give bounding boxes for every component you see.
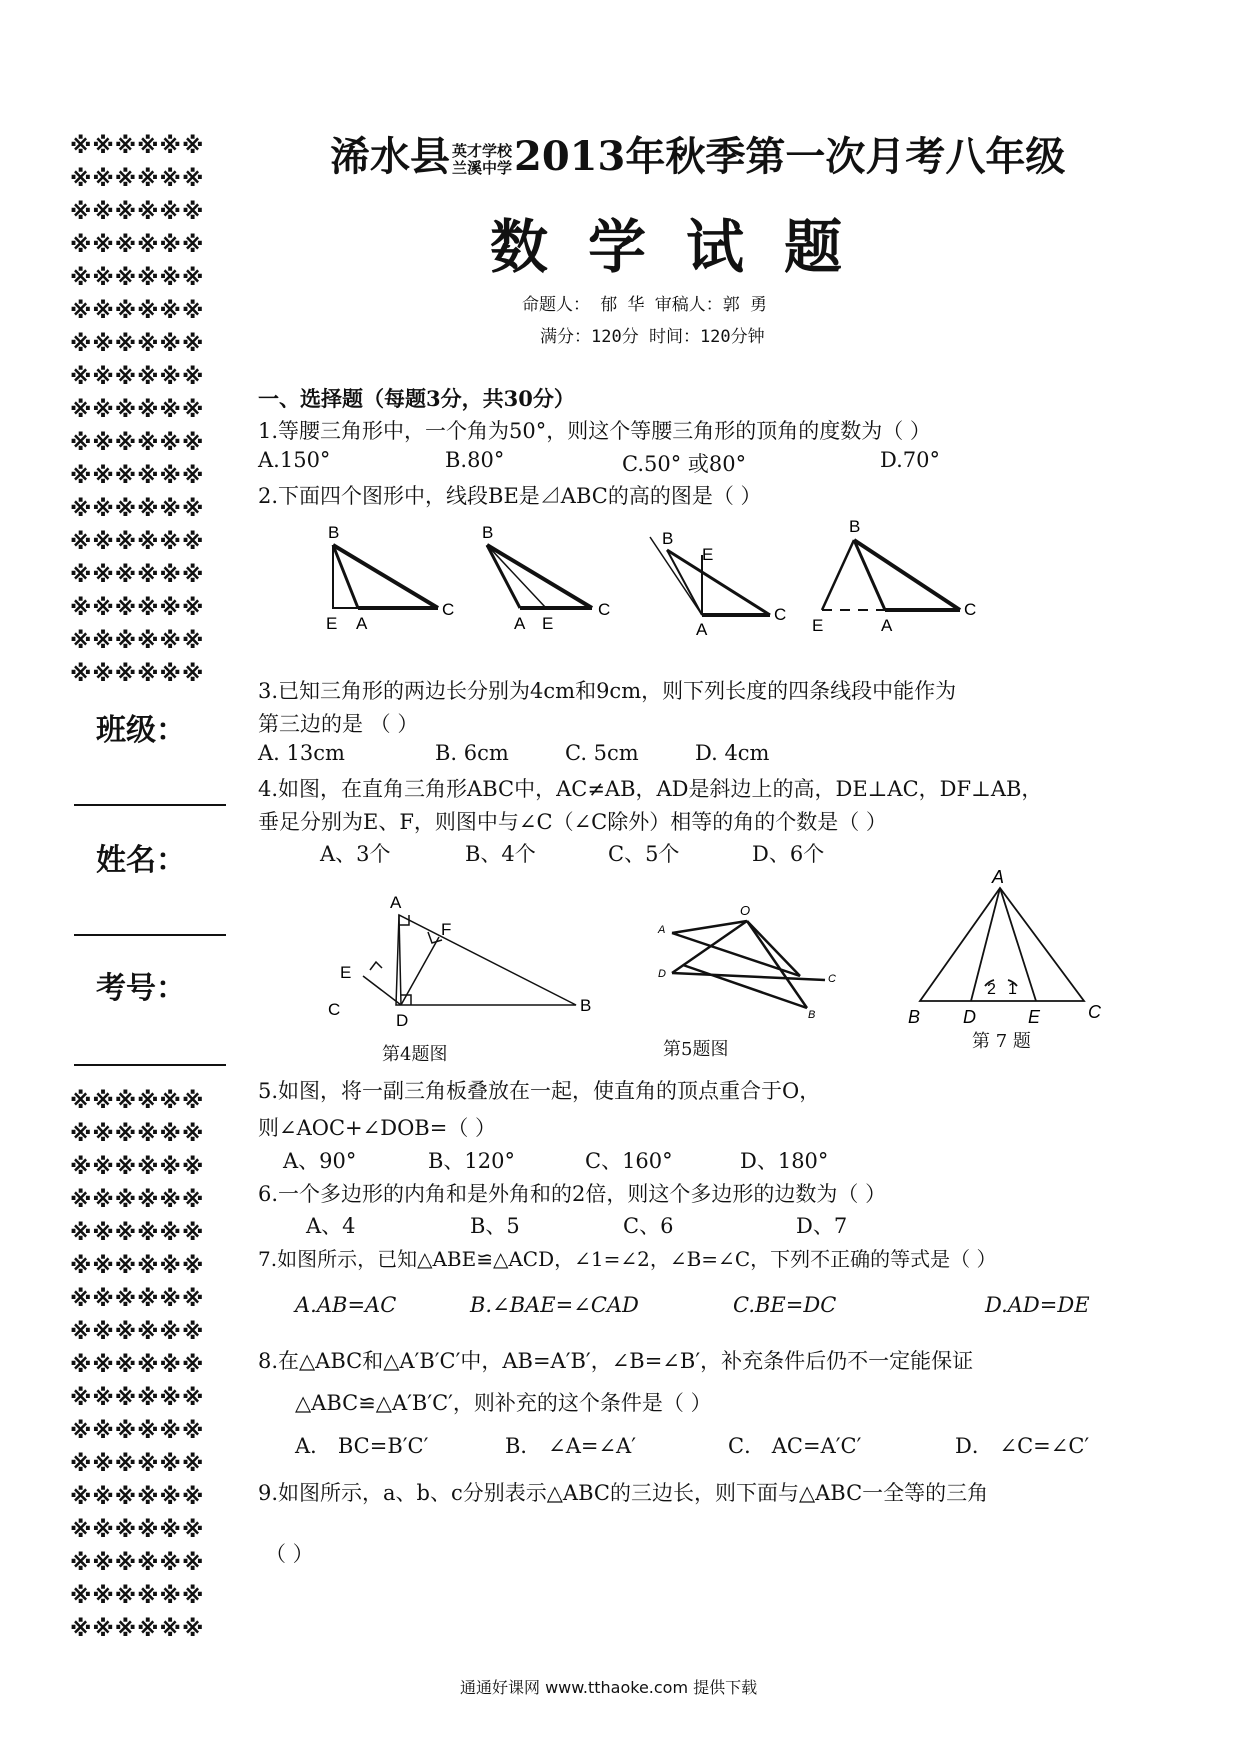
q3-option-d: D. 4cm xyxy=(695,741,770,765)
fig4-label-a: A xyxy=(390,893,402,912)
fig2c-label-c: C xyxy=(774,605,787,624)
sidebar-top-mark-row: ※※※※※※ xyxy=(70,662,205,687)
q8-option-a: A． BC=B′C′ xyxy=(295,1434,429,1458)
sidebar-bottom-mark-row: ※※※※※※ xyxy=(70,1221,205,1246)
q4-option-b: B、4个 xyxy=(465,842,536,866)
q6-option-c: C、6 xyxy=(623,1214,674,1238)
sidebar-top-mark-row: ※※※※※※ xyxy=(70,431,205,456)
sidebar-top-mark-row: ※※※※※※ xyxy=(70,530,205,555)
fig2d-label-a: A xyxy=(881,616,893,635)
question-3-line-1: 3.已知三角形的两边长分别为4cm和9cm，则下列长度的四条线段中能作为 xyxy=(258,679,957,703)
sidebar-bottom-mark-row: ※※※※※※ xyxy=(70,1155,205,1180)
sidebar-bottom-mark-row: ※※※※※※ xyxy=(70,1122,205,1147)
sidebar-bottom-mark-row: ※※※※※※ xyxy=(70,1518,205,1543)
question-4-line-1: 4.如图，在直角三角形ABC中，AC≠AB，AD是斜边上的高，DE⊥AC，DF⊥AB， xyxy=(258,777,1043,801)
fig4-label-c: C xyxy=(328,1000,341,1019)
id-line xyxy=(74,1064,226,1066)
sidebar-top-mark-row: ※※※※※※ xyxy=(70,596,205,621)
q3-option-b: B. 6cm xyxy=(435,741,509,765)
fig7-diagram xyxy=(920,888,1084,1001)
sidebar-top-mark-row: ※※※※※※ xyxy=(70,629,205,654)
fig7-label-c: C xyxy=(1088,1002,1101,1022)
fig7-label-d: D xyxy=(963,1007,976,1027)
fig2b-label-b: B xyxy=(482,523,494,542)
fig7-caption: 第 7 题 xyxy=(972,1031,1031,1052)
sidebar-bottom-marks xyxy=(70,1085,230,1646)
q1-option-d: D.70° xyxy=(880,448,940,472)
q6-option-b: B、5 xyxy=(470,1214,520,1238)
sidebar-top-mark-row: ※※※※※※ xyxy=(70,365,205,390)
sidebar-top-mark-row: ※※※※※※ xyxy=(70,398,205,423)
fig5-diagram xyxy=(672,921,825,1008)
sidebar-top-marks xyxy=(70,130,230,691)
fig7-label-1: 1 xyxy=(1008,981,1017,998)
fig5-label-a: A xyxy=(658,924,666,936)
q8-option-c: C． AC=A′C′ xyxy=(728,1434,862,1458)
fig7-label-b: B xyxy=(908,1007,921,1027)
q1-option-a: A.150° xyxy=(258,448,331,472)
question-5-line-2: 则∠AOC+∠DOB=（ ） xyxy=(258,1116,496,1140)
sidebar-top-mark-row: ※※※※※※ xyxy=(70,266,205,291)
fig4-label-d: D xyxy=(396,1011,409,1030)
footer: 通通好课网 www.tthaoke.com 提供下载 xyxy=(460,1678,758,1697)
q7-option-c: C.BE=DC xyxy=(733,1293,837,1317)
question-8-line-1: 8.在△ABC和△A′B′C′中，AB=A′B′，∠B=∠B′，补充条件后仍不一定能保证 xyxy=(258,1349,974,1373)
fig2c-label-e: E xyxy=(702,545,714,564)
fig7-label-2: 2 xyxy=(987,981,996,998)
title-county: 浠水县 xyxy=(330,133,450,180)
fig5-label-o: O xyxy=(740,903,751,918)
class-label: 班级： xyxy=(96,713,186,748)
fig5-label-b: B xyxy=(808,1009,816,1021)
question-9-line-2: （ ） xyxy=(265,1542,314,1566)
fig2a-label-a: A xyxy=(356,614,368,633)
fig2d-label-b: B xyxy=(849,517,861,536)
sidebar-bottom-mark-row: ※※※※※※ xyxy=(70,1188,205,1213)
authors-line: 命题人： 郁 华 审稿人：郭 勇 xyxy=(522,295,767,315)
sidebar-bottom-mark-row: ※※※※※※ xyxy=(70,1485,205,1510)
question-2: 2.下面四个图形中，线段BE是⊿ABC的高的图是（ ） xyxy=(258,484,762,508)
fig2a-label-e: E xyxy=(326,614,338,633)
class-line xyxy=(74,804,226,806)
figure-row xyxy=(320,868,1140,1048)
fig4-label-e: E xyxy=(340,963,352,982)
q6-option-d: D、7 xyxy=(796,1214,848,1238)
title-rest: 2013年秋季第一次月考八年级 xyxy=(514,133,1066,180)
q2-figure-1 xyxy=(333,545,438,608)
question-7: 7.如图所示，已知△ABE≌△ACD，∠1=∠2，∠B=∠C，下列不正确的等式是（ ） xyxy=(258,1247,997,1271)
q1-option-b: B.80° xyxy=(445,448,505,472)
sidebar-bottom-mark-row: ※※※※※※ xyxy=(70,1287,205,1312)
q1-option-c: C.50° 或80° xyxy=(622,452,747,476)
fig7-label-e: E xyxy=(1028,1007,1041,1027)
school-bottom: 兰溪中学 xyxy=(452,159,513,177)
fig2c-label-b: B xyxy=(662,529,674,548)
sidebar-top-mark-row: ※※※※※※ xyxy=(70,497,205,522)
question-4-line-2: 垂足分别为E、F，则图中与∠C（∠C除外）相等的角的个数是（ ） xyxy=(258,810,887,834)
question-5-line-1: 5.如图，将一副三角板叠放在一起，使直角的顶点重合于O， xyxy=(258,1079,821,1103)
sidebar-bottom-mark-row: ※※※※※※ xyxy=(70,1386,205,1411)
q3-option-a: A. 13cm xyxy=(258,741,345,765)
sidebar-bottom-mark-row: ※※※※※※ xyxy=(70,1617,205,1642)
fig4-caption: 第4题图 xyxy=(382,1044,448,1065)
sidebar-bottom-mark-row: ※※※※※※ xyxy=(70,1551,205,1576)
sidebar-bottom-mark-row: ※※※※※※ xyxy=(70,1089,205,1114)
id-label: 考号： xyxy=(96,971,186,1006)
school-top: 英才学校 xyxy=(452,142,513,160)
fig5-label-d: D xyxy=(658,968,666,980)
sidebar-top-mark-row: ※※※※※※ xyxy=(70,299,205,324)
q8-option-b: B． ∠A=∠A′ xyxy=(505,1434,636,1458)
fig4-label-b: B xyxy=(580,996,592,1015)
question-3-line-2: 第三边的是 （ ） xyxy=(258,712,419,736)
sidebar-bottom-mark-row: ※※※※※※ xyxy=(70,1584,205,1609)
fig5-caption: 第5题图 xyxy=(663,1039,729,1060)
fig2b-label-c: C xyxy=(598,600,611,619)
sidebar-top-mark-row: ※※※※※※ xyxy=(70,134,205,159)
fig2c-label-a: A xyxy=(696,620,708,639)
fig2a-label-c: C xyxy=(442,600,455,619)
question-6: 6.一个多边形的内角和是外角和的2倍，则这个多边形的边数为（ ） xyxy=(258,1182,887,1206)
fig2b-label-e: E xyxy=(542,614,554,633)
q4-option-a: A、3个 xyxy=(320,842,391,866)
sidebar-top-mark-row: ※※※※※※ xyxy=(70,233,205,258)
q3-option-c: C. 5cm xyxy=(565,741,639,765)
q5-option-d: D、180° xyxy=(740,1149,829,1173)
name-label: 姓名： xyxy=(96,843,186,878)
exam-title xyxy=(330,125,1065,182)
sidebar-top-mark-row: ※※※※※※ xyxy=(70,464,205,489)
fig2a-label-b: B xyxy=(328,523,340,542)
score-time-line: 满分：120分 时间：120分钟 xyxy=(540,327,765,347)
q2-figures xyxy=(300,515,1030,645)
fig2b-label-a: A xyxy=(514,614,526,633)
q8-option-d: D． ∠C=∠C′ xyxy=(955,1434,1090,1458)
fig2d-label-e: E xyxy=(812,616,824,635)
sidebar-top-mark-row: ※※※※※※ xyxy=(70,200,205,225)
q5-option-b: B、120° xyxy=(428,1149,516,1173)
q7-option-a: A.AB=AC xyxy=(295,1293,397,1317)
question-1: 1.等腰三角形中，一个角为50°，则这个等腰三角形的顶角的度数为（ ） xyxy=(258,419,931,443)
sidebar-top-mark-row: ※※※※※※ xyxy=(70,332,205,357)
sidebar-bottom-mark-row: ※※※※※※ xyxy=(70,1419,205,1444)
q4-option-d: D、6个 xyxy=(752,842,825,866)
sidebar-top-mark-row: ※※※※※※ xyxy=(70,167,205,192)
sidebar-top-mark-row: ※※※※※※ xyxy=(70,563,205,588)
fig4-label-f: F xyxy=(441,920,452,939)
sidebar-bottom-mark-row: ※※※※※※ xyxy=(70,1452,205,1477)
q6-option-a: A、4 xyxy=(306,1214,356,1238)
q5-option-a: A、90° xyxy=(283,1149,357,1173)
subject-title: 数学试题 xyxy=(490,213,883,281)
fig7-label-a: A xyxy=(992,868,1005,887)
sidebar-bottom-mark-row: ※※※※※※ xyxy=(70,1254,205,1279)
sidebar-bottom-mark-row: ※※※※※※ xyxy=(70,1320,205,1345)
question-9-line-1: 9.如图所示，a、b、c分别表示△ABC的三边长，则下面与△ABC一全等的三角 xyxy=(258,1481,989,1505)
sidebar-bottom-mark-row: ※※※※※※ xyxy=(70,1353,205,1378)
name-line xyxy=(74,934,226,936)
q2-figure-4 xyxy=(822,540,960,610)
fig5-label-c: C xyxy=(828,973,836,985)
q7-option-d: D.AD=DE xyxy=(985,1293,1090,1317)
q7-option-b: B.∠BAE=∠CAD xyxy=(470,1293,639,1317)
question-8-line-2: △ABC≌△A′B′C′，则补充的这个条件是（ ） xyxy=(295,1391,712,1415)
fig2d-label-c: C xyxy=(964,600,977,619)
q5-option-c: C、160° xyxy=(585,1149,673,1173)
q2-figure-2 xyxy=(487,545,592,608)
section-heading: 一、选择题（每题3分，共30分） xyxy=(258,386,575,411)
q4-option-c: C、5个 xyxy=(608,842,680,866)
school-stack xyxy=(452,143,512,177)
fig4-diagram xyxy=(363,915,576,1005)
